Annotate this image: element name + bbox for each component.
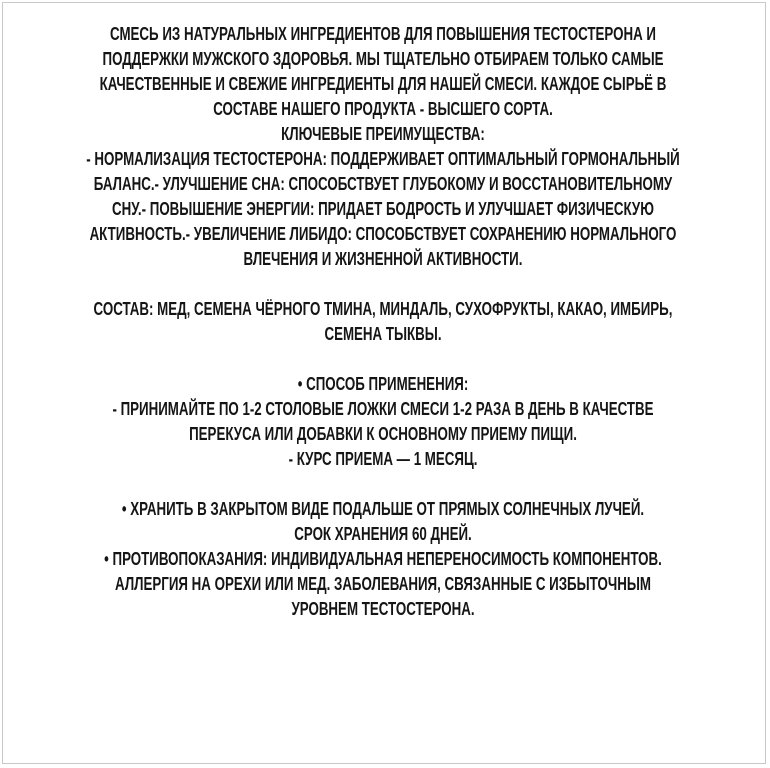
usage-section <box>20 372 745 472</box>
usage-line: ПЕРЕКУСА ИЛИ ДОБАВКИ К ОСНОВНОМУ ПРИЕМУ ПИЩИ. <box>189 424 577 444</box>
benefits-line: СНУ.- ПОВЫШЕНИЕ ЭНЕРГИИ: ПРИДАЕТ БОДРОСТЬ И УЛУЧШАЕТ ФИЗИЧЕСКУЮ <box>112 199 654 219</box>
spacer <box>20 347 745 372</box>
composition-line: СЕМЕНА ТЫКВЫ. <box>324 324 442 344</box>
usage-line: - КУРС ПРИЕМА — 1 МЕСЯЦ. <box>288 449 478 469</box>
intro-section <box>20 22 745 122</box>
composition-line: СОСТАВ: МЕД, СЕМЕНА ЧЁРНОГО ТМИНА, МИНДАЛЬ, СУХОФРУКТЫ, КАКАО, ИМБИРЬ, <box>93 299 673 319</box>
spacer <box>20 272 745 297</box>
benefits-line: - НОРМАЛИЗАЦИЯ ТЕСТОСТЕРОНА: ПОДДЕРЖИВАЕТ ОПТИМАЛЬНЫЙ ГОРМОНАЛЬНЫЙ <box>86 149 680 169</box>
storage-section <box>20 497 745 547</box>
intro-line: СМЕСЬ ИЗ НАТУРАЛЬНЫХ ИНГРЕДИЕНТОВ ДЛЯ ПОВЫШЕНИЯ ТЕСТОСТЕРОНА И <box>110 24 656 44</box>
usage-heading: • СПОСОБ ПРИМЕНЕНИЯ: <box>297 374 469 394</box>
benefits-line: АКТИВНОСТЬ.- УВЕЛИЧЕНИЕ ЛИБИДО: СПОСОБСТВУЕТ СОХРАНЕНИЮ НОРМАЛЬНОГО <box>89 224 677 244</box>
storage-line: • ХРАНИТЬ В ЗАКРЫТОМ ВИДЕ ПОДАЛЬШЕ ОТ ПРЯМЫХ СОЛНЕЧНЫХ ЛУЧЕЙ. <box>121 499 645 519</box>
benefits-line: БАЛАНС.- УЛУЧШЕНИЕ СНА: СПОСОБСТВУЕТ ГЛУБОКОМУ И ВОССТАНОВИТЕЛЬНОМУ <box>93 174 673 194</box>
contraindications-line: АЛЛЕРГИЯ НА ОРЕХИ ИЛИ МЕД. ЗАБОЛЕВАНИЯ, СВЯЗАННЫЕ С ИЗБЫТОЧНЫМ <box>115 574 651 594</box>
composition-section <box>20 297 745 347</box>
benefits-line: ВЛЕЧЕНИЯ И ЖИЗНЕННОЙ АКТИВНОСТИ. <box>243 249 523 269</box>
intro-line: КАЧЕСТВЕННЫЕ И СВЕЖИЕ ИНГРЕДИЕНТЫ ДЛЯ НАШЕЙ СМЕСИ. КАЖДОЕ СЫРЬЁ В <box>99 74 667 94</box>
contraindications-section <box>20 547 745 622</box>
contraindications-line: • ПРОТИВОПОКАЗАНИЯ: ИНДИВИДУАЛЬНАЯ НЕПЕРЕНОСИМОСТЬ КОМПОНЕНТОВ. <box>104 549 662 569</box>
usage-line: - ПРИНИМАЙТЕ ПО 1-2 СТОЛОВЫЕ ЛОЖКИ СМЕСИ 1-2 РАЗА В ДЕНЬ В КАЧЕСТВЕ <box>112 399 654 419</box>
benefits-heading: КЛЮЧЕВЫЕ ПРЕИМУЩЕСТВА: <box>281 124 485 144</box>
intro-line: ПОДДЕРЖКИ МУЖСКОГО ЗДОРОВЬЯ. МЫ ТЩАТЕЛЬНО ОТБИРАЕМ ТОЛЬКО САМЫЕ <box>102 49 664 69</box>
storage-line: СРОК ХРАНЕНИЯ 60 ДНЕЙ. <box>294 524 472 544</box>
intro-line: СОСТАВЕ НАШЕГО ПРОДУКТА - ВЫСШЕГО СОРТА. <box>213 99 553 119</box>
contraindications-line: УРОВНЕМ ТЕСТОСТЕРОНА. <box>291 599 475 619</box>
spacer <box>20 472 745 497</box>
document-content <box>20 22 745 622</box>
benefits-section <box>20 122 745 272</box>
